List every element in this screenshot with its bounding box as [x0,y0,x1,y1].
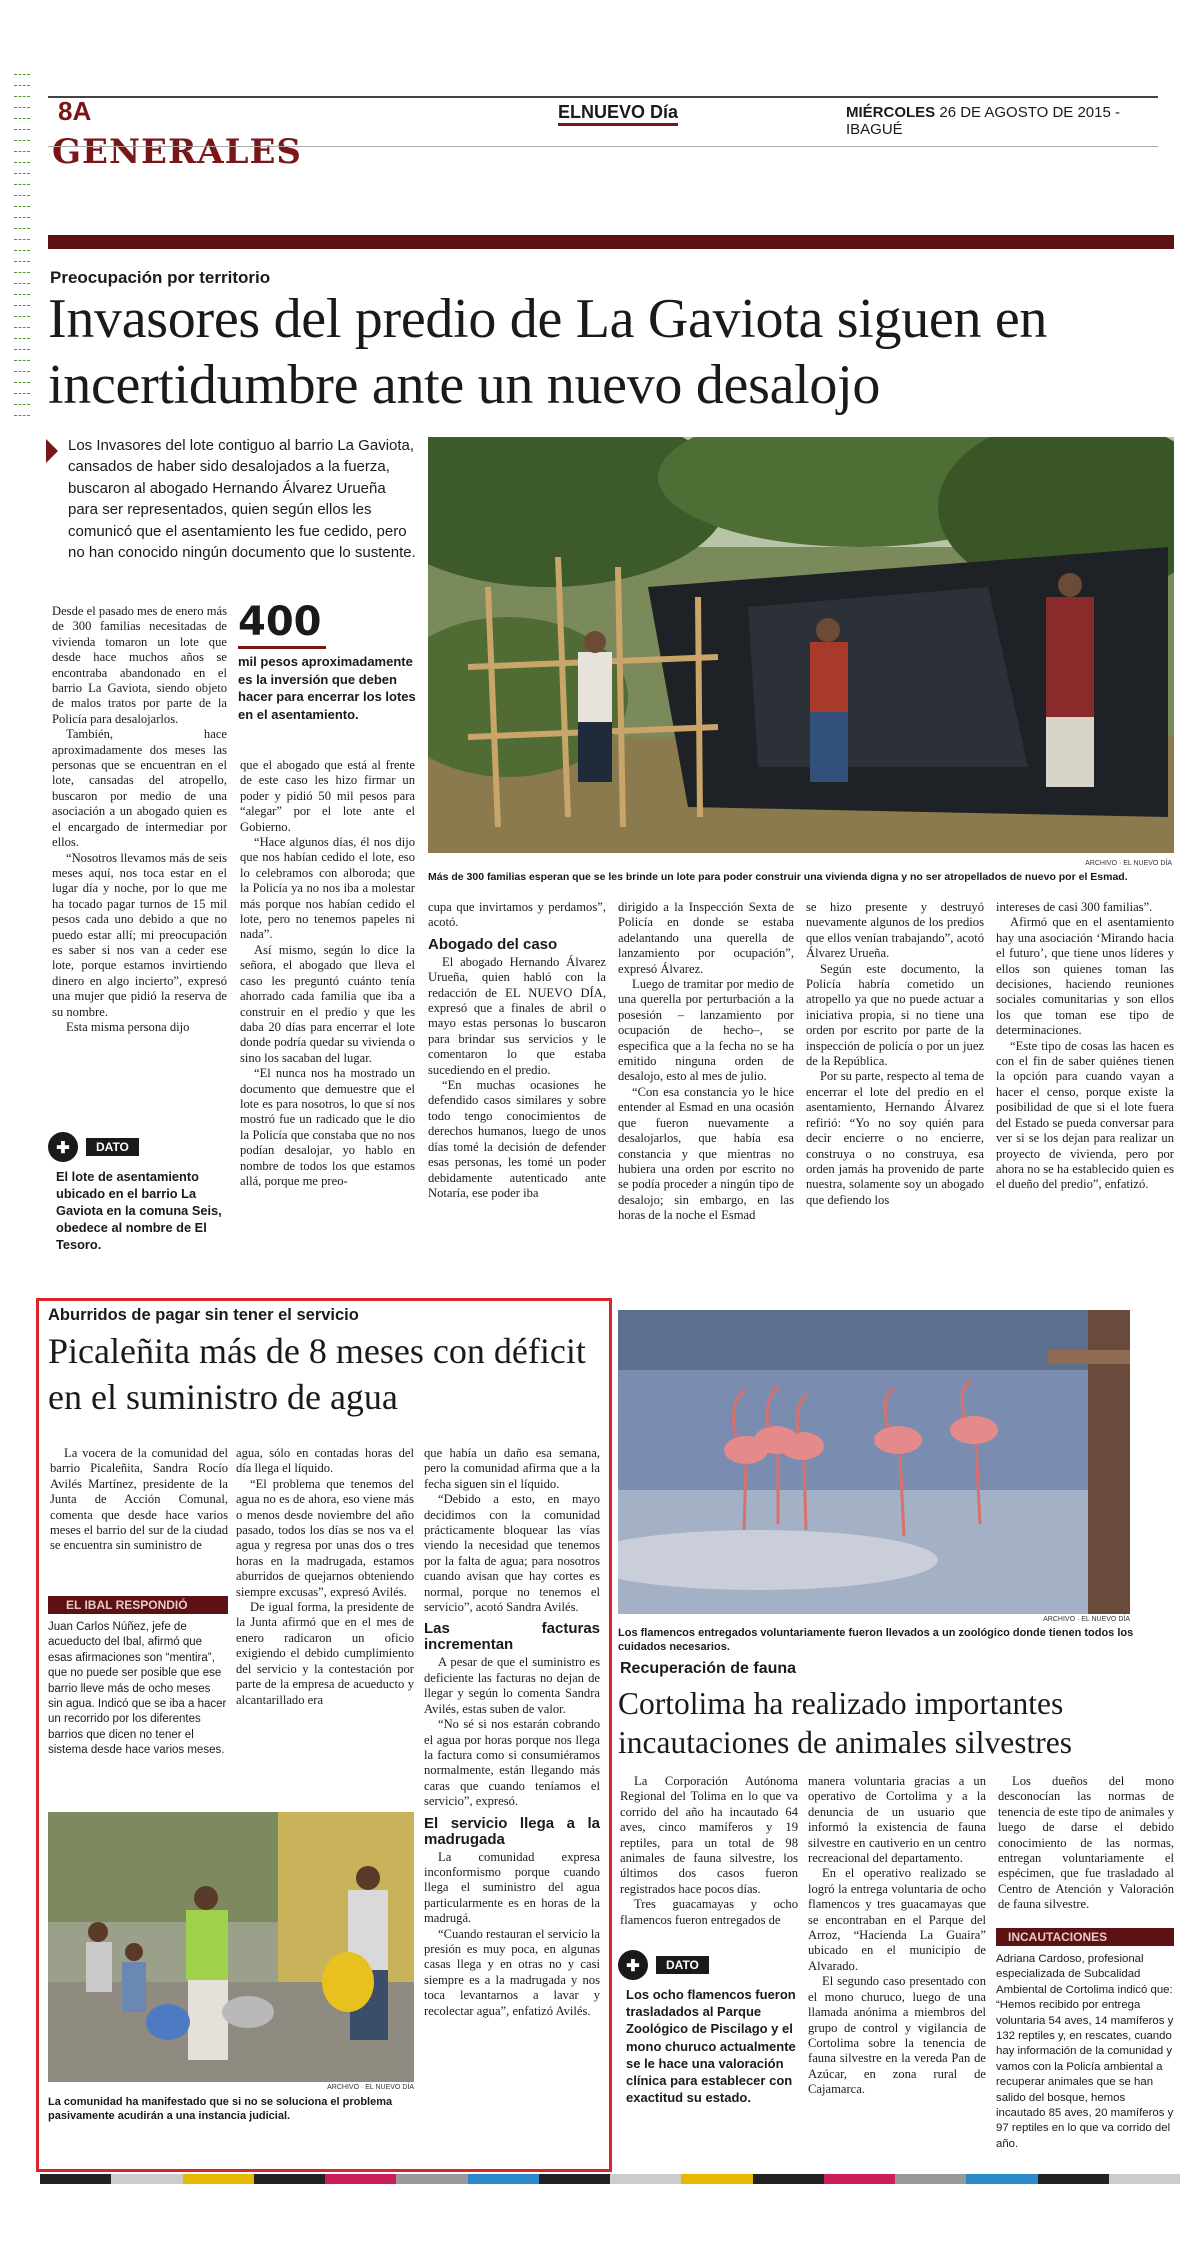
subheading: Abogado del caso [428,935,558,953]
dato-label: DATO [656,1956,709,1974]
paragraph: “Debido a esto, en mayo decidimos con la comunidad prácticamente bloquear las vías viendo la necesidad que tenemos por la falta de agua; para nosotros cuando avisan que hay cortes es normal, porque no tenemos el servicio”, acotó Sandra Avilés. [424,1492,600,1615]
page-number: 8A [58,96,92,126]
paragraph: dirigido a la Inspección Sexta de Policía en donde se estaba adelantando una querella de lanzamiento por ocupación”, expresó Álvarez. [618,900,794,976]
paragraph: Por su parte, respecto al tema de encerrar el lote del predio en el asentamiento, Hernando Álvarez refirió: “Yo no soy quién para decir encierre o no encierre, construya o no construya, esa orden jamás ha provenido de parte nuestra, solamente soy un abogado que defiendo los [806,1069,984,1207]
paragraph: “Hace algunos días, él nos dijo que nos habían cedido el lote, eso lo celebramos con alboroda; que la Policía ya no nos iba a molestar más porque nos habían cedido el lote, pero no tenemos papeles ni nada”. [240,835,415,942]
lead-arrow-icon [46,439,58,463]
paragraph: que el abogado que está al frente de este caso les hizo firmar un poder y pidió 50 mil pesos para “alegar” por el lote ante el Gobierno. [240,758,415,834]
color-registration-bar [40,2174,1180,2184]
ibal-box [48,1596,228,1759]
paragraph: Según este documento, la Policía habría cometido un atropello ya que no puede actuar a iniciativa propia, si no tiene una orden por escrito por parte de la inspección de policía o por un juez de la República. [806,961,984,1069]
paragraph: “Nosotros llevamos más de seis meses aquí, nos toca estar en el lugar día y noche, por lo que me ha tocado pagar turnos de 15 mil pesos cada uno debido a que no puedo estar allí; mi preocupación es saber si nos van a ceder ese lote, porque estamos invirtiendo dinero en algo incierto”, expresó una mujer que pidió la reserva de su nombre. [52,850,227,1019]
article1-kicker: Preocupación por territorio [50,268,271,287]
stat-box [238,598,418,723]
paragraph: Afirmó que en el asentamiento hay una asociación ‘Mirando hacia el futuro’, que tiene unos líderes y ellos son quienes toman las decisiones, haciendo reuniones sociales comunitarias y son ellos los que toman ese tipo de determinaciones. [996,915,1174,1038]
dato-text: Los ocho flamencos fueron trasladados al Parque Zoológico de Piscilago y el mono churuco actualmente se le hace una valoración clínica para establecer con exactitud su estado. [626,1987,796,2106]
subheading: Las facturas incrementan [424,1620,600,1654]
article3-col1 [620,1774,798,1928]
header-band [48,235,1174,249]
article1-photo-caption: Más de 300 familias esperan que se les brinde un lote para poder construir una vivienda digna y no ser atropellados de nuevo por el Esmad. [428,871,1128,883]
paragraph: “Este tipo de cosas las hacen es con el fin de saber quiénes tienen la opción para cuando vayan a hacer el censo, porque existe la posibilidad de que si el lote fuera del Estado se pueda conversar para ver si se los dejan para realizar un proyecto de vivienda, pero por ahora no se ha establecido quien es el dueño del predio”, enfatizó. [996,1038,1174,1192]
binding-margin [14,70,30,400]
ibal-text: Juan Carlos Núñez, jefe de acueducto del Ibal, afirmó que esas afirmaciones son “mentira”, que no puede ser posible que ese barrio lleve más de ocho meses sin agua. Indicó que se iba a hacer un recorrido por los diferentes barrios que dicen no tener el sistema desde hace varios meses. [48,1621,227,1757]
date-weekday: MIÉRCOLES [846,104,936,121]
lead-text: Los Invasores del lote contiguo al barrio La Gaviota, cansados de haber sido desalojados a la fuerza, buscaron al abogado Hernando Álvarez Urueña para ser representados, quien según ellos les comunicó que el asentamiento les fue cedido, pero no han conocido ningún documento que lo sustente. [68,437,416,562]
paragraph: Los dueños del mono desconocían las normas de tenencia de este tipo de animales y luego de darse el debido conocimiento de las normas, entregan voluntariamente el espécimen, que fue trasladado al Centro de Atención y Valoración de fauna silvestre. [998,1774,1174,1912]
article1-dato-box [48,1132,226,1253]
article3-kicker: Recuperación de fauna [620,1660,797,1677]
article1-col4 [618,900,794,1224]
paragraph: manera voluntaria gracias a un operativo de Cortolima y a la denuncia de un usuario que informó la existencia de fauna silvestre en cautiverio en un centro recreacional del departamento. [808,1774,986,1866]
paragraph: Desde el pasado mes de enero más de 300 familias necesitadas de vivienda tomaron un lote que desde hace muchos años se encontraba abandonado en el barrio La Gaviota, siendo objeto de malos tratos por parte de la Policía para desalojarlos. [52,604,227,726]
paragraph: Luego de tramitar por medio de una querella por perturbación a la posesión – lanzamiento por ocupación de hecho–, se especifica que a la fecha no se ha emitido ninguna orden de desalojo, esto al mes de julio. [618,977,794,1084]
article1-col3 [428,900,606,1201]
section-title: GENERALES [52,132,302,172]
dato-icon: ✚ [48,1132,78,1162]
paragraph: De igual forma, la presidente de la Junta afirmó que en el mes de enero radicaron un oficio exigiendo el debido cumplimiento del servicio y la contestación por parte de la empresa de acueducto y alcantarillado era [236,1600,414,1707]
article2-col1 [50,1446,228,1554]
dato-text: El lote de asentamiento ubicado en el barrio La Gaviota en la comuna Seis, obedece al nombre de El Tesoro. [56,1169,222,1252]
article3-col2 [808,1774,986,2098]
article2-photo-credit: ARCHIVO · EL NUEVO DÍA [327,2084,414,2091]
paragraph: Tres guacamayas y ocho flamencos fueron entregados de [620,1897,798,1927]
paragraph: “Con esa constancia yo le hice entender al Esmad en una ocasión que fueron nuevamente a desalojarlos, que había esa constancia y que mientras no hubiera una orden por escrito no se podía proceder a ningún tipo de desalojo; sin embargo, en las horas de la noche el Esmad [618,1084,794,1223]
article3-dato-box [618,1950,796,2106]
article2-kicker: Aburridos de pagar sin tener el servicio [48,1306,359,1324]
article3-headline: Cortolima ha realizado importantes incautaciones de animales silvestres [618,1686,1072,1760]
paragraph: La vocera de la comunidad del barrio Picaleñita, Sandra Rocío Avilés Martínez, presidente de la Junta de Acción Comunal, comenta que desde hace varios meses el barrio del sur de la ciudad se encuentra sin suministro de [50,1446,228,1553]
paragraph: Así mismo, según lo dice la señora, el abogado que lleva el caso les preguntó cuánto tenía ahorrado cada familia que iba a construir en el predio y que les daba 20 días para encerrar el lote donde podría quedar su vivienda o sino los sacaban del lugar. [240,942,415,1065]
incautaciones-label: INCAUTACIONES [996,1928,1174,1946]
dato-label: DATO [86,1138,139,1156]
article1-headline: Invasores del predio de La Gaviota siguen en incertidumbre ante un nuevo desalojo [48,288,1048,416]
paragraph: cupa que invirtamos y perdamos”, acotó. [428,900,606,930]
paragraph: “El problema que tenemos del agua no es de ahora, eso viene más o menos desde noviembre del año pasado, todos los días se nos va el agua y regresa por unas dos o tres horas en la madrugada, estamos aburridos de quejarnos obteniendo siempre excusas”, expresó Avilés. [236,1476,414,1599]
article2-col2 [236,1446,414,1708]
article3-photo-caption: Los flamencos entregados voluntariamente fueron llevados a un zoológico donde tienen todos los cuidados necesarios. [618,1627,1134,1653]
paragraph: “No sé si nos estarán cobrando el agua por horas porque nos llega la factura como si consumiéramos normalmente, están llegando más caras que cuando teníamos el servicio”, expresó. [424,1717,600,1809]
paragraph: se hizo presente y destruyó nuevamente algunos de los predios que ellos venían trabajando”, acotó Álvarez Urueña. [806,900,984,961]
article2-col3 [424,1446,600,2019]
paragraph: También, hace aproximadamente dos meses las personas que se encuentran en el lote, cansadas del atropello, buscaron por medio de una asociación a un abogado quien es el encargado de intermediar por ellos. [52,727,227,850]
subheading: El servicio llega a la madrugada [424,1814,600,1848]
article3-photo [618,1310,1130,1614]
paragraph: “Cuando restauran el servicio la presión es muy poca, en algunas casas llega y en otras no y casi siempre es a la madrugada y nos toca levantarnos a lavar y recolectar agua”, enfatizó Avilés. [424,1926,600,2018]
paragraph: El segundo caso presentado con el mono churuco, luego de una llamada anónima a miembros del grupo de control y vigilancia de Cortolima sobre la tenencia de fauna silvestre en la vereda Pan de Azúcar, en zona rural de Cajamarca. [808,1974,986,2097]
stat-text: mil pesos aproximadamente es la inversión que deben hacer para encerrar los lotes en el asentamiento. [238,654,416,722]
article1-photo-credit: ARCHIVO · EL NUEVO DÍA [1085,860,1172,867]
article1-col6 [996,900,1174,1193]
paragraph: La Corporación Autónoma Regional del Tolima en lo que va corrido del año ha incautado 64 aves, cinco mamíferos y 19 reptiles, para un total de 98 animales de fauna silvestre, los últimos dos casos fueron registrados hace pocos días. [620,1774,798,1896]
paragraph: “El nunca nos ha mostrado un documento que demuestre que el lote es para nosotros, lo que sí nos mostró fue un radicado que le dio la Policía que constaba que no nos podían desalojar, yo hablo en nombre de todos los que estamos allá, porque me preo- [240,1066,415,1188]
newspaper-logo: ELNUEVO Día [558,102,678,126]
article1-lead [46,435,416,563]
paragraph: El abogado Hernando Álvarez Urueña, quien habló con la redacción de EL NUEVO DÍA, expresó que a finales de abril o mayo estas personas lo buscaron para brindar sus servicios y le comentaron lo que estaba sucediendo en el predio. [428,954,606,1077]
article1-col2 [240,758,415,1189]
incautaciones-box [996,1928,1174,2152]
article2-photo-caption: La comunidad ha manifestado que si no se soluciona el problema pasivamente acudirán a una instancia judicial. [48,2096,393,2122]
paragraph: A pesar de que el suministro es deficiente las facturas no dejan de llegar y según lo comenta Sandra Avilés, estas suben de valor. [424,1655,600,1716]
date-rest: 26 DE AGOSTO DE 2015 - IBAGUÉ [846,104,1120,138]
paragraph: que había un daño esa semana, pero la comunidad afirma que a la fecha siguen sin el líquido. [424,1446,600,1491]
issue-date [846,104,1168,138]
article1-col5 [806,900,984,1208]
paragraph: En el operativo realizado se logró la entrega voluntaria de ocho flamencos y tres guacamayas que se encontraban en el Parque del Arroz, “Hacienda La Guaira” ubicado en el municipio de Alvarado. [808,1866,986,1973]
ibal-label: EL IBAL RESPONDIÓ [48,1596,228,1614]
article1-col1 [52,604,227,1035]
stat-number: 400 [238,598,326,649]
paragraph: agua, sólo en contadas horas del día llega el líquido. [236,1446,414,1476]
article1-photo [428,437,1174,853]
paragraph: “En muchas ocasiones he defendido casos similares y sobre todo tengo conocimientos de derechos humanos, luego de unos días tomé la decisión de defender esas personas, les tomé un poder debidamente autenticado ante Notaría, ese poder iba [428,1078,606,1200]
article2-photo [48,1812,414,2082]
paragraph: Esta misma persona dijo [66,1019,190,1034]
article2-headline: Picaleñita más de 8 meses con déficit en el suministro de agua [48,1331,586,1417]
article3-col3 [998,1774,1174,1913]
incautaciones-text: Adriana Cardoso, profesional especializada de Subcalidad Ambiental de Cortolima indicó que: “Hemos recibido por entrega voluntaria 54 aves, 14 mamíferos y 132 reptiles y, en rescates, cuando hay información de la comunidad y vamos con la Policía ambiental a recuperar animales que se han salido del bosque, hemos incautado 85 aves, 20 mamíferos y 97 reptiles en lo que va corrido del año. [996,1953,1174,2150]
paragraph: intereses de casi 300 familias”. [996,900,1153,914]
paragraph: La comunidad expresa inconformismo porque cuando llega el suministro del agua particularmente es en horas de la madrugá. [424,1849,600,1926]
dato-icon: ✚ [618,1950,648,1980]
page-header [48,96,1168,186]
article3-photo-credit: ARCHIVO · EL NUEVO DÍA [1043,1616,1130,1623]
